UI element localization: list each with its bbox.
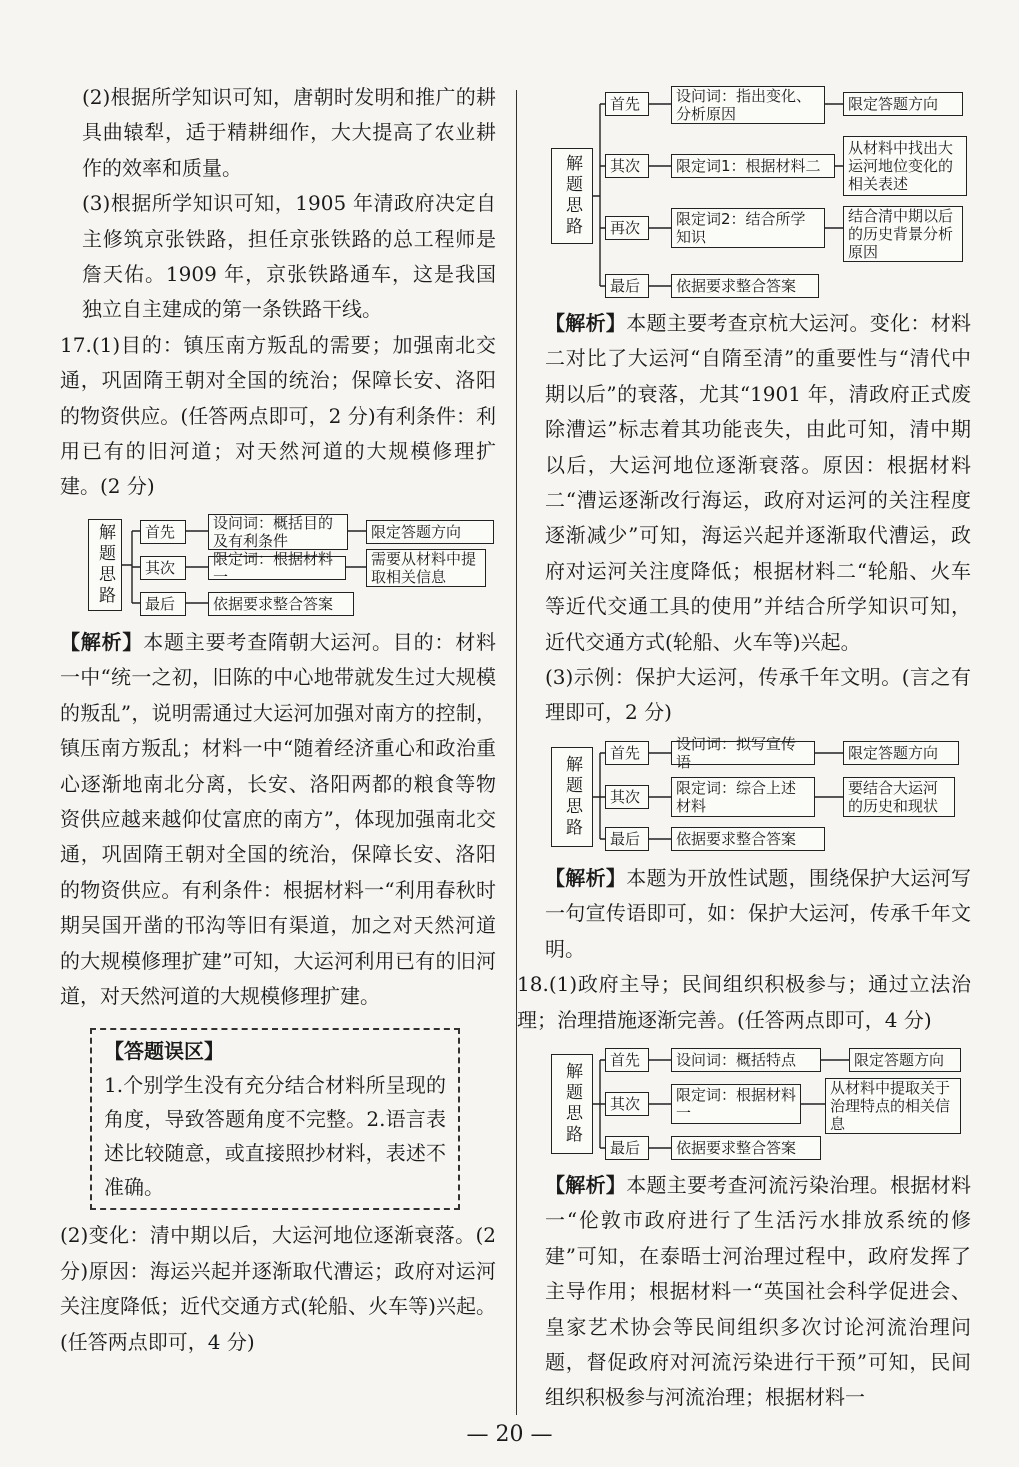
flow-box: 设问词：概括目的及有利条件 [208, 514, 348, 550]
flow-box: 限定词1：根据材料二 [671, 154, 835, 178]
flow-step: 最后 [605, 827, 649, 851]
flow-step: 最后 [605, 274, 649, 298]
analysis-label: 【解析】 [545, 311, 627, 335]
flow-box: 设问词：概括特点 [671, 1048, 821, 1072]
flow-step: 再次 [605, 216, 649, 240]
solution-flow-diagram [545, 86, 971, 300]
flow-box: 限定词：根据材料一 [671, 1084, 801, 1124]
error-zone-text: 1.个别学生没有充分结合材料所呈现的角度，导致答题角度不完整。2.语言表述比较随意，或直接照抄材料，表述不准确。 [104, 1073, 446, 1200]
flow-step: 其次 [605, 154, 649, 178]
flow-box: 限定答题方向 [849, 1048, 961, 1072]
flow-title: 解题思路 [551, 148, 593, 244]
flow-box: 限定答题方向 [843, 92, 963, 116]
analysis-label: 【解析】 [545, 1172, 627, 1197]
analysis-18-1: 【解析】本题主要考查河流污染治理。根据材料一“伦敦市政府进行了生活污水排放系统的修建”可知，在泰晤士河治理过程中，政府发挥了主导作用；根据材料一“英国社会科学促进会、皇家艺术协会等民间组织多次讨论河流治理问题，督促政府对河流污染进行干预”可知，民间组织积极参与河流治理；根据材料一 [545, 1172, 972, 1410]
flow-step: 首先 [605, 1048, 649, 1072]
flow-step: 首先 [605, 92, 649, 116]
error-zone-title: 【答题误区】 [104, 1039, 224, 1064]
question-number: 18. [517, 972, 549, 997]
flow-box: 依据要求整合答案 [671, 827, 825, 851]
solution-flow-diagram [545, 734, 971, 855]
flow-step: 其次 [605, 785, 649, 809]
flow-box: 从材料中提取关于治理特点的相关信息 [825, 1078, 961, 1134]
flow-box: 限定词：综合上述材料 [671, 777, 815, 817]
answer-17-3: (3)示例：保护大运河，传承千年文明。(言之有理即可，2 分) [545, 665, 971, 725]
flow-box: 限定词2：结合所学知识 [671, 208, 825, 248]
flow-step: 其次 [140, 556, 186, 580]
answer-16-3: (3)根据所学知识可知，1905 年清政府决定自主修筑京张铁路，担任京张铁路的总工程师是詹天佑。1909 年，京张铁路通车，这是我国独立自主建成的第一条铁路干线。 [82, 191, 496, 322]
flow-step: 首先 [140, 520, 186, 544]
flow-box: 结合清中期以后的历史背景分析原因 [843, 206, 963, 262]
flow-step: 最后 [140, 592, 186, 616]
analysis-label: 【解析】 [545, 865, 627, 890]
flow-box: 从材料中找出大运河地位变化的相关表述 [843, 136, 967, 196]
solution-flow-diagram [545, 1044, 971, 1162]
flow-step: 其次 [605, 1092, 649, 1116]
flow-box: 依据要求整合答案 [671, 274, 819, 298]
answer-17-2: (2)变化：清中期以后，大运河地位逐渐衰落。(2 分)原因：海运兴起并逐渐取代漕运；政府对运河关注度降低；近代交通方式(轮船、火车等)兴起。(任答两点即可，4 分) [60, 1223, 496, 1354]
analysis-17-3: 【解析】本题为开放性试题，围绕保护大运河写一句宣传语即可，如：保护大运河，传承千年文明。 [545, 865, 972, 961]
answer-18-1: 18.(1)政府主导；民间组织积极参与；通过立法治理；治理措施逐渐完善。(任答两点即可，4 分) [517, 972, 971, 1032]
flow-box: 限定词：根据材料一 [208, 556, 346, 580]
answer-16-2: (2)根据所学知识可知，唐朝时发明和推广的耕具曲辕犁，适于精耕细作，大大提高了农业耕作的效率和质量。 [82, 85, 496, 180]
flow-box: 设问词：拟写宣传语 [671, 741, 815, 765]
flow-title: 解题思路 [551, 747, 593, 847]
column-divider [516, 90, 517, 1415]
solution-flow-diagram [60, 511, 496, 619]
question-number: 17. [60, 332, 92, 357]
flow-box: 依据要求整合答案 [671, 1136, 821, 1160]
analysis-17-2: 【解析】本题主要考查京杭大运河。变化：材料二对比了大运河“自隋至清”的重要性与“清代中期以后”的衰落，尤其“1901 年，清政府正式废除漕运”标志着其功能丧失，由此可知，清中期以后，大运河地位逐渐衰落。原因：根据材料二“漕运逐渐改行海运，政府对运河的关注程度逐渐减少”可知，海运兴起并逐渐取代漕运，政府对运河关注度降低；根据材料二“轮船、火车等近代交通工具的使用”并结合所学知识可知，近代交通方式(轮船、火车等)兴起。 [545, 311, 972, 654]
flow-box: 依据要求整合答案 [208, 592, 354, 616]
error-zone-box [90, 1028, 460, 1210]
flow-box: 限定答题方向 [843, 741, 959, 765]
page-number: — 20 — [466, 1422, 553, 1447]
flow-step: 最后 [605, 1136, 649, 1160]
flow-box: 要结合大运河的历史和现状 [843, 777, 955, 817]
flow-box: 需要从材料中提取相关信息 [366, 549, 486, 587]
left-column [60, 80, 496, 1360]
flow-box: 限定答题方向 [366, 520, 494, 544]
flow-box: 设问词：指出变化、分析原因 [671, 86, 825, 124]
answer-17-1: 17.(1)目的：镇压南方叛乱的需要；加强南北交通，巩固隋王朝对全国的统治；保障长安、洛阳的物资供应。(任答两点即可，2 分)有利条件：利用已有的旧河道；对天然河道的大规模修理扩建。(2 分) [60, 332, 496, 499]
analysis-label: 【解析】 [60, 629, 144, 654]
analysis-17-1: 【解析】本题主要考查隋朝大运河。目的：材料一中“统一之初，旧陈的中心地带就发生过大规模的叛乱”，说明需通过大运河加强对南方的控制，镇压南方叛乱；材料一中“随着经济重心和政治重心逐渐地南北分离，长安、洛阳两都的粮食等物资供应越来越仰仗富庶的南方”，体现加强南北交通，巩固隋王朝对全国的统治，保障长安、洛阳的物资供应。有利条件：根据材料一“利用春秋时期吴国开凿的邗沟等旧有渠道，加之对天然河道的大规模修理扩建”可知，大运河利用已有的旧河道，对天然河道的大规模修理扩建。 [60, 629, 497, 1008]
flow-title: 解题思路 [551, 1054, 593, 1154]
right-column [517, 86, 972, 1416]
flow-title: 解题思路 [88, 519, 122, 611]
flow-step: 首先 [605, 741, 649, 765]
